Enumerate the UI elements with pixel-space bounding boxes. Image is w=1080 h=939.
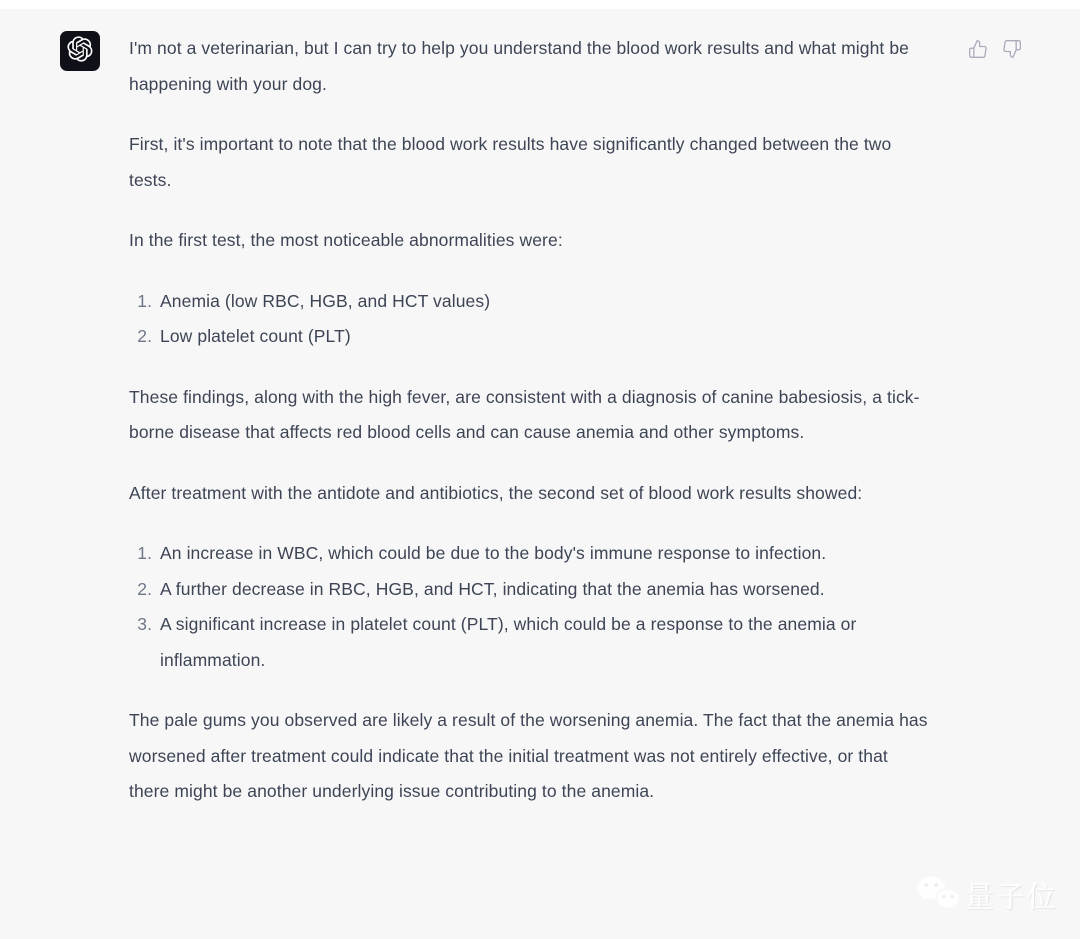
second-test-findings-list bbox=[129, 536, 931, 678]
paragraph-first-test-lead: In the first test, the most noticeable abnormalities were: bbox=[129, 230, 563, 250]
thumbs-down-button[interactable] bbox=[1002, 39, 1022, 59]
thumbs-up-button[interactable] bbox=[968, 39, 988, 59]
paragraph-overview: First, it's important to note that the blood work results have significantly changed between the two tests. bbox=[129, 134, 892, 190]
openai-logo-icon bbox=[67, 36, 93, 67]
list-item: 2. Low platelet count (PLT) bbox=[157, 319, 931, 355]
thumbs-up-icon bbox=[968, 47, 988, 62]
list-item: 3. A significant increase in platelet count (PLT), which could be a response to the anemia or inflammation. bbox=[157, 607, 931, 678]
assistant-avatar bbox=[60, 31, 100, 71]
first-test-abnormalities-list bbox=[129, 284, 931, 355]
previous-message-edge bbox=[0, 0, 1080, 10]
paragraph-second-test-lead: After treatment with the antidote and antibiotics, the second set of blood work results showed: bbox=[129, 482, 863, 503]
watermark-label: 量子位 bbox=[964, 881, 1058, 914]
paragraph-diagnosis: These findings, along with the high fever, are consistent with a diagnosis of canine babesiosis, a tick-borne disease that affects red blood cells and can cause anemia and other symptoms. bbox=[129, 386, 920, 442]
list-item: 2. A further decrease in RBC, HGB, and HCT, indicating that the anemia has worsened. bbox=[157, 572, 931, 608]
assistant-message-body bbox=[129, 31, 931, 835]
list-item: 1. An increase in WBC, which could be due to the body's immune response to infection. bbox=[157, 536, 931, 572]
paragraph-conclusion: The pale gums you observed are likely a result of the worsening anemia. The fact that the anemia has worsened after treatment could indicate that the initial treatment was not entirely effective, or that there might be another underlying issue contributing to the anemia. bbox=[129, 710, 928, 801]
paragraph-intro: I'm not a veterinarian, but I can try to help you understand the blood work results and what might be happening with your dog. bbox=[129, 38, 909, 94]
thumbs-down-icon bbox=[1002, 47, 1022, 62]
list-item: 1. Anemia (low RBC, HGB, and HCT values) bbox=[157, 284, 931, 320]
message-feedback-actions bbox=[968, 39, 1022, 59]
assistant-message bbox=[0, 10, 1080, 939]
